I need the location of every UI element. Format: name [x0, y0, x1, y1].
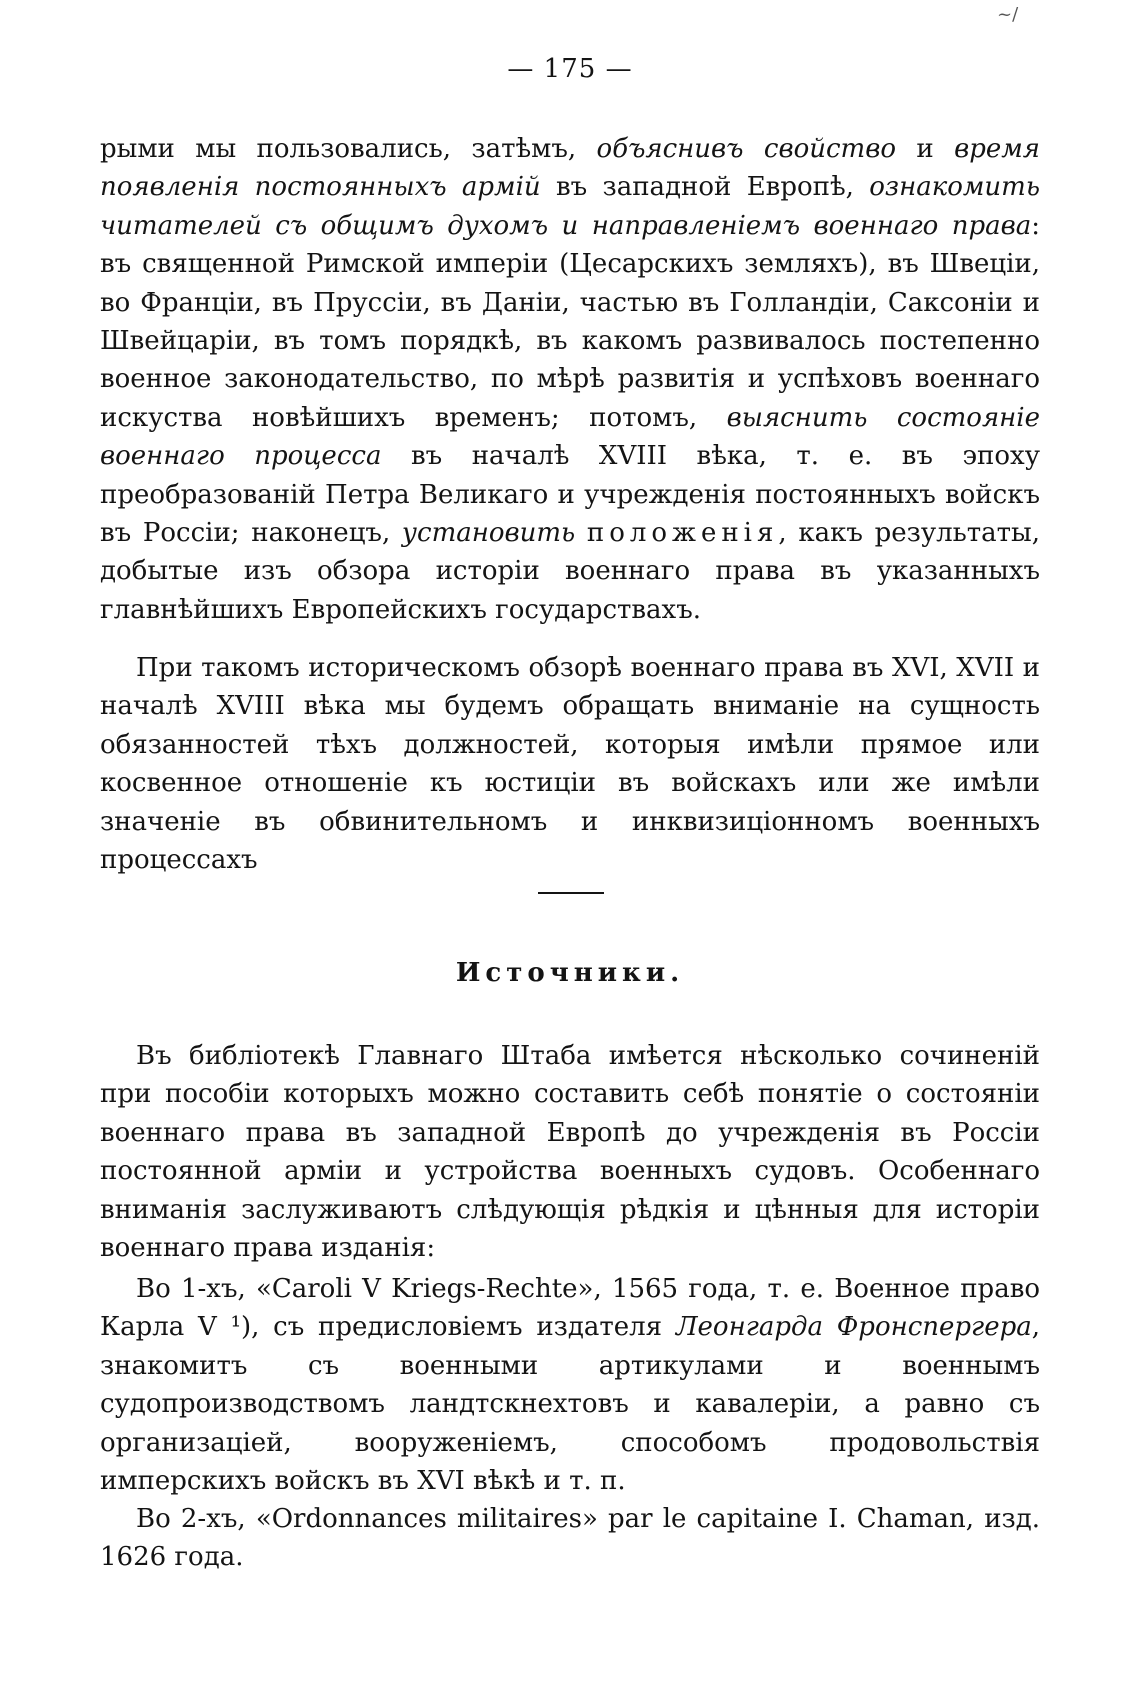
p1-span-13: , какъ результаты, добытые изъ обзора исторіи военнаго права въ указанныхъ главнѣйшихъ Европейскихъ государствахъ.	[100, 518, 1041, 625]
p1-italic-establish: установить	[401, 518, 576, 549]
source-item-2	[100, 1500, 1040, 1577]
p1-span-5: въ западной Европѣ,	[540, 172, 870, 203]
p2-text: При такомъ историческомъ обзорѣ военнаго права въ XVI, XVII и началѣ XVIII вѣка мы будемъ обращать вниманіе на сущность обязанностей тѣхъ должностей, которыя имѣли прямое или косвенное отношеніе къ юстиціи въ войскахъ или же имѣли значеніе въ обвинительномъ и инквизиціонномъ военныхъ процессахъ	[100, 653, 1040, 876]
source-item-1	[100, 1270, 1040, 1500]
p1-span-3: и	[895, 134, 955, 164]
corner-mark: ~/	[997, 4, 1019, 25]
p1-spaced-provisions: положенія	[586, 518, 779, 549]
sources-intro-text: Въ библіотекѣ Главнаго Штаба имѣется нѣсколько сочиненій при пособіи которыхъ можно составить себѣ понятіе о состояніи военнаго права въ западной Европѣ до учрежденія въ Россіи постоянной арміи и устройства военныхъ судовъ. Особеннаго вниманія заслуживаютъ слѣдующія рѣдкія и цѣнныя для исторіи военнаго права изданія:	[100, 1041, 1040, 1264]
source-item-1-text-c: , знакомитъ съ военными артикулами и военнымъ судопроизводствомъ ландтскнехтовъ и кавалеріи, а равно съ организаціей, вооруженіемъ, способомъ продовольствія имперскихъ войскъ въ XVI вѣкѣ и т. п.	[100, 1312, 1040, 1497]
p1-span-9: въ началѣ XVIII вѣка, т. е. въ эпоху преобразованій Петра Великаго и учрежденія постоянныхъ войскъ въ Россіи; наконецъ,	[100, 441, 1040, 549]
p1-italic-acquaint: ознакомить читателей съ общимъ духомъ и направленіемъ военнаго права	[100, 172, 1040, 241]
p1-italic-clarify: выяснить состояніе военнаго процесса	[100, 402, 1040, 472]
source-item-2-text: Во 2-хъ, «Ordonnances militaires» par le capitaine I. Chaman, изд. 1626 года.	[100, 1504, 1040, 1573]
p1-italic-time: время появленія постоянныхъ армій	[100, 134, 1041, 203]
source-item-1-text-a: Во 1-хъ, «Caroli V Kriegs-Rechte», 1565 года, т. е. Военное право Карла V ¹), съ предисловіемъ издателя	[100, 1274, 1040, 1343]
p1-span-11	[575, 518, 587, 548]
paragraph-continued	[100, 130, 1040, 629]
page-number: — 175 —	[507, 54, 633, 84]
source-item-1-editor: Леонгарда Фронспергера	[675, 1312, 1032, 1343]
section-divider	[538, 892, 604, 894]
p1-span-1: рыми мы пользовались, затѣмъ,	[100, 134, 597, 164]
section-title: Источники.	[455, 958, 685, 988]
p1-italic-explain: объяснивъ свойство	[596, 134, 896, 164]
paragraph-historical-review	[100, 649, 1040, 879]
sources-intro	[100, 1037, 1040, 1267]
p1-span-7: : въ священной Римской имперіи (Цесарскихъ земляхъ), въ Швеціи, во Франціи, въ Пруссіи, въ Даніи, частью въ Голландіи, Саксоніи и Швейцаріи, въ томъ порядкѣ, въ какомъ развивалось постепенно военное законодательство, по мѣрѣ развитія и успѣховъ военнаго искуства новѣйшихъ временъ; потомъ,	[100, 210, 1040, 433]
